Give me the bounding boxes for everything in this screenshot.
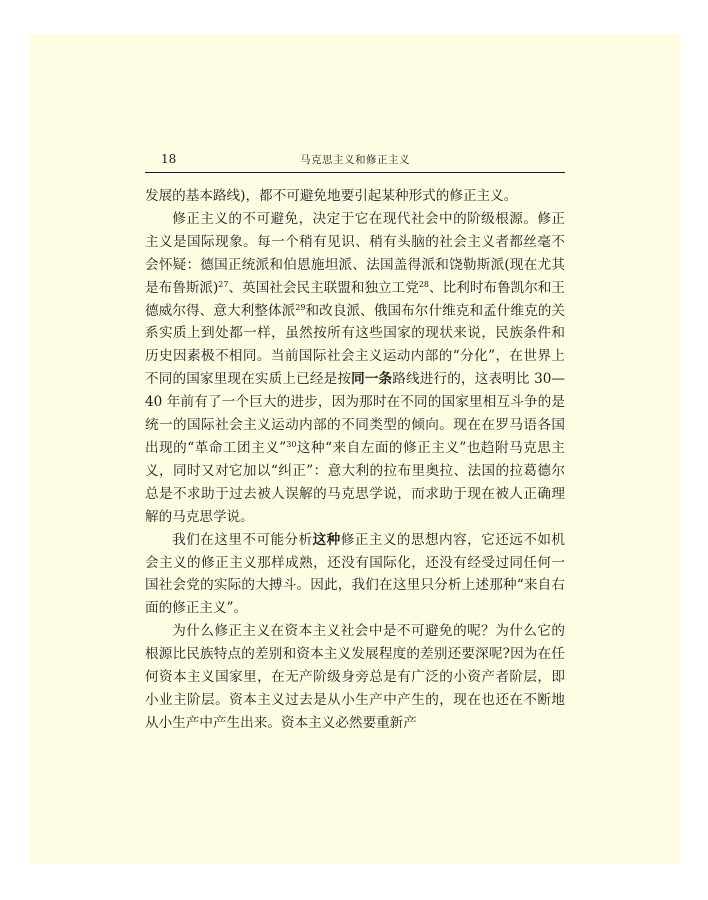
text-run: 为什么修正主义在资本主义社会中是不可避免的呢？为什么它的根源比民族特点的差别和资本主义发展程度的差别还要深呢?因为在任何资本主义国家里，在无产阶级身旁总是有广泛的小资产者阶层，即小业主阶层。资本主义过去是从小生产中产生的，现在也还在不断地从小生产中产生出来。资本主义必然要重新产: [145, 623, 565, 731]
body-text: [145, 185, 565, 735]
paragraph: [145, 185, 565, 208]
text-run: 路线进行的，这表明比 30—40 年前有了一个巨大的进步，因为那时在不同的国家里相互斗争的是统一的国际社会主义运动内部的不同类型的倾向。现在在罗马语各国出现的“革命工团主义”: [145, 371, 566, 456]
footnote-marker: 29: [295, 302, 306, 312]
page-number: 18: [161, 152, 177, 166]
running-title: 马克思主义和修正主义: [300, 154, 410, 166]
text-run: 修正主义的不可避免，决定于它在现代社会中的阶级根源。修正主义是国际现象。每一个稍有见识、稍有头脑的社会主义者都丝毫不会怀疑：德国正统派和伯恩施坦派、法国盖得派和饶勒斯派(现在尤其是布鲁斯派): [145, 210, 565, 296]
paragraph: [145, 529, 565, 621]
footnote-marker: 28: [418, 279, 430, 289]
text-run: 修正主义的思想内容，它还远不如机会主义的修正主义那样成熟，还没有国际化，还没有经受过同任何一国社会党的实际的大搏斗。因此，我们在这里只分析上述那种“来自右面的修正主义”。: [145, 531, 566, 617]
footnote-marker: 30: [286, 439, 297, 449]
text-run: 、比利时布鲁凯尔和王德威尔得、意大利整体派: [145, 279, 565, 319]
page-header: [145, 150, 565, 173]
text-run: 和改良派、俄国布尔什维克和孟什维克的关系实质上到处都一样，虽然按所有这些国家的现状来说，民族条件和历史因素极不相同。当前国际社会主义运动内部的“分化”，在世界上不同的国家里现在实质上已经是按: [145, 302, 565, 388]
paragraph: [145, 620, 565, 735]
text-run: 这种“来自左面的修正主义”也趋附马克思主义，同时又对它加以“纠正”：意大利的拉布里奥拉、法国的拉葛德尔总是不求助于过去被人误解的马克思学说，而求助于现在被人正确理解的马克思学说。: [145, 439, 565, 525]
text-run: 、英国社会民主联盟和独立工党: [228, 279, 419, 296]
emphasis-text: 这种: [312, 531, 341, 548]
paragraph: [145, 208, 565, 529]
text-run: 我们在这里不可能分析: [172, 531, 313, 548]
text-run: 发展的基本路线)，都不可避免地要引起某种形式的修正主义。: [145, 188, 518, 204]
emphasis-text: 同一条: [351, 371, 393, 388]
footnote-marker: 27: [218, 279, 229, 289]
